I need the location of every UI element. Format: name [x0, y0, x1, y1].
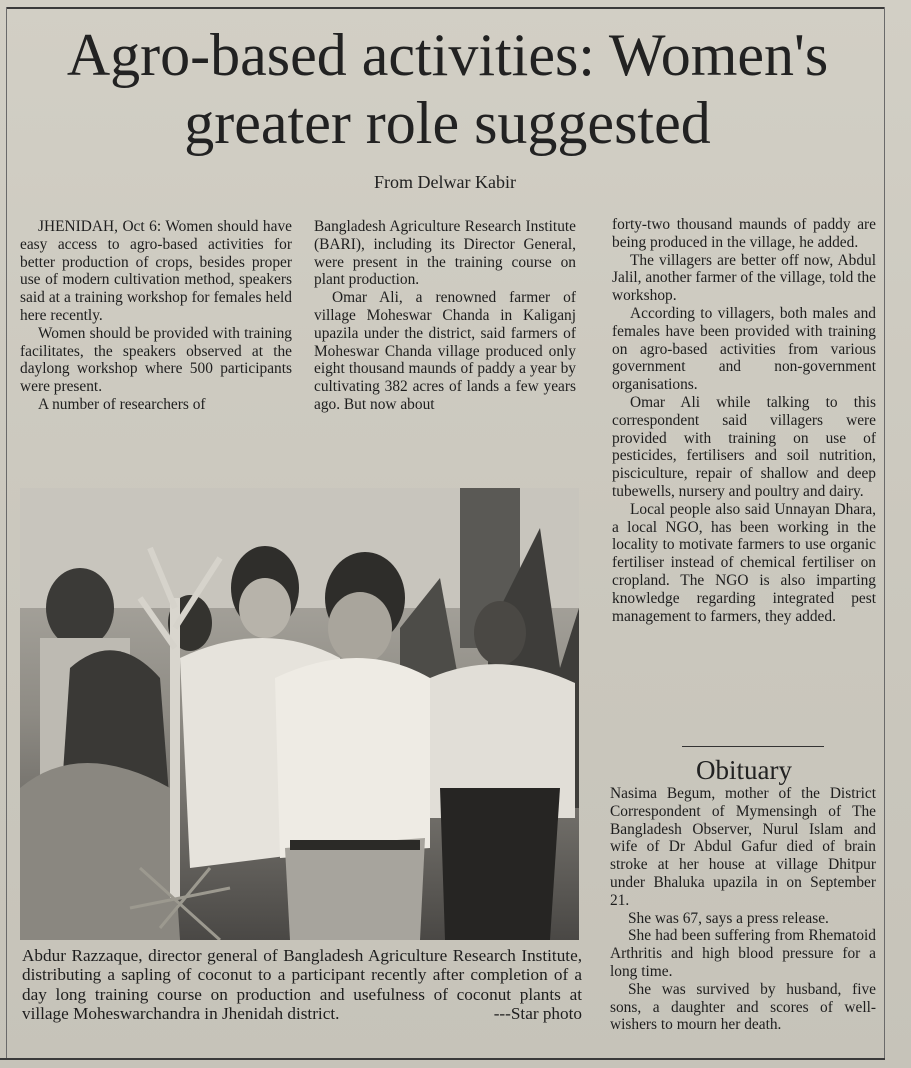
paragraph: Bangladesh Agriculture Research Institute (BARI), including its Director General, were present in the training course on plant production. — [314, 218, 576, 289]
obituary-title: Obituary — [696, 755, 792, 785]
right-rule — [884, 7, 885, 1059]
paragraph: forty-two thousand maunds of paddy are being produced in the village, he added. — [612, 216, 876, 251]
photo-caption — [22, 946, 582, 1024]
caption-text: Abdur Razzaque, director general of Bangladesh Agriculture Research Institute, distributing a sapling of coconut to a participant recently after completion of a day long training course on production and usefulness of coconut plants at village Moheswarchandra in Jhenidah district. — [22, 946, 582, 1024]
bottom-rule — [0, 1058, 885, 1060]
paragraph: She was 67, says a press release. — [628, 909, 829, 927]
obituary-divider — [682, 746, 824, 747]
article-column-2 — [314, 218, 576, 414]
paragraph: The villagers are better off now, Abdul Jalil, another farmer of the village, told the workshop. — [612, 251, 876, 305]
paragraph: JHENIDAH, Oct 6: Women should have easy access to agro-based activities for better production of crops, besides proper use of modern cultivation method, speakers said at a training workshop for females held here recently. — [20, 218, 292, 324]
paragraph: She had been suffering from Rhematoid Arthritis and high blood pressure for a long time. — [610, 927, 876, 980]
article-column-3 — [612, 216, 876, 625]
paragraph: According to villagers, both males and females have been provided with training on agro-based activities from various government and non-government organisations. — [612, 304, 876, 394]
left-rule — [6, 7, 7, 1059]
paragraph: Local people also said Unnayan Dhara, a local NGO, has been working in the locality to motivate farmers to use organic fertiliser instead of chemical fertiliser on cropland. The NGO is also imparting knowledge regarding integrated pest management to farmers, they added. — [612, 500, 876, 625]
paragraph: Omar Ali, a renowned farmer of village Moheswar Chanda in Kaliganj upazila under the district, said farmers of Moheswar Chanda village produced only eight thousand maunds of paddy a year by cultivating 382 acres of lands a few years ago. But now about — [314, 289, 576, 413]
paragraph: Nasima Begum, mother of the District Correspondent of Mymensingh of The Bangladesh Observer, Nurul Islam and wife of Dr Abdul Gafur died of brain stroke at her house at village Dhitpur under Bhaluka upazila in on September 21. — [610, 785, 876, 909]
paragraph: She was survived by husband, five sons, a daughter and scores of well-wishers to mourn her death. — [610, 980, 876, 1034]
paragraph: Women should be provided with training facilitates, the speakers observed at the daylong workshop where 500 participants were present. — [20, 324, 292, 396]
headline-line-1: Agro-based activities: Women's — [66, 22, 829, 88]
article-column-1 — [20, 218, 292, 414]
top-rule — [6, 7, 885, 9]
headline-line-2: greater role suggested — [184, 90, 711, 156]
paragraph: Omar Ali while talking to this correspondent said villagers were provided with training on use of pesticides, fertilisers and soil nutrition, pisciculture, repair of shallow and deep tubewells, nursery and poultry and dairy. — [612, 393, 876, 500]
paragraph: A number of researchers of — [38, 395, 206, 413]
byline: From Delwar Kabir — [374, 172, 516, 192]
news-photo — [20, 488, 579, 940]
obituary-body — [610, 785, 876, 1034]
photo-credit: ---Star photo — [493, 1004, 582, 1024]
news-photo-illustration — [20, 488, 579, 940]
